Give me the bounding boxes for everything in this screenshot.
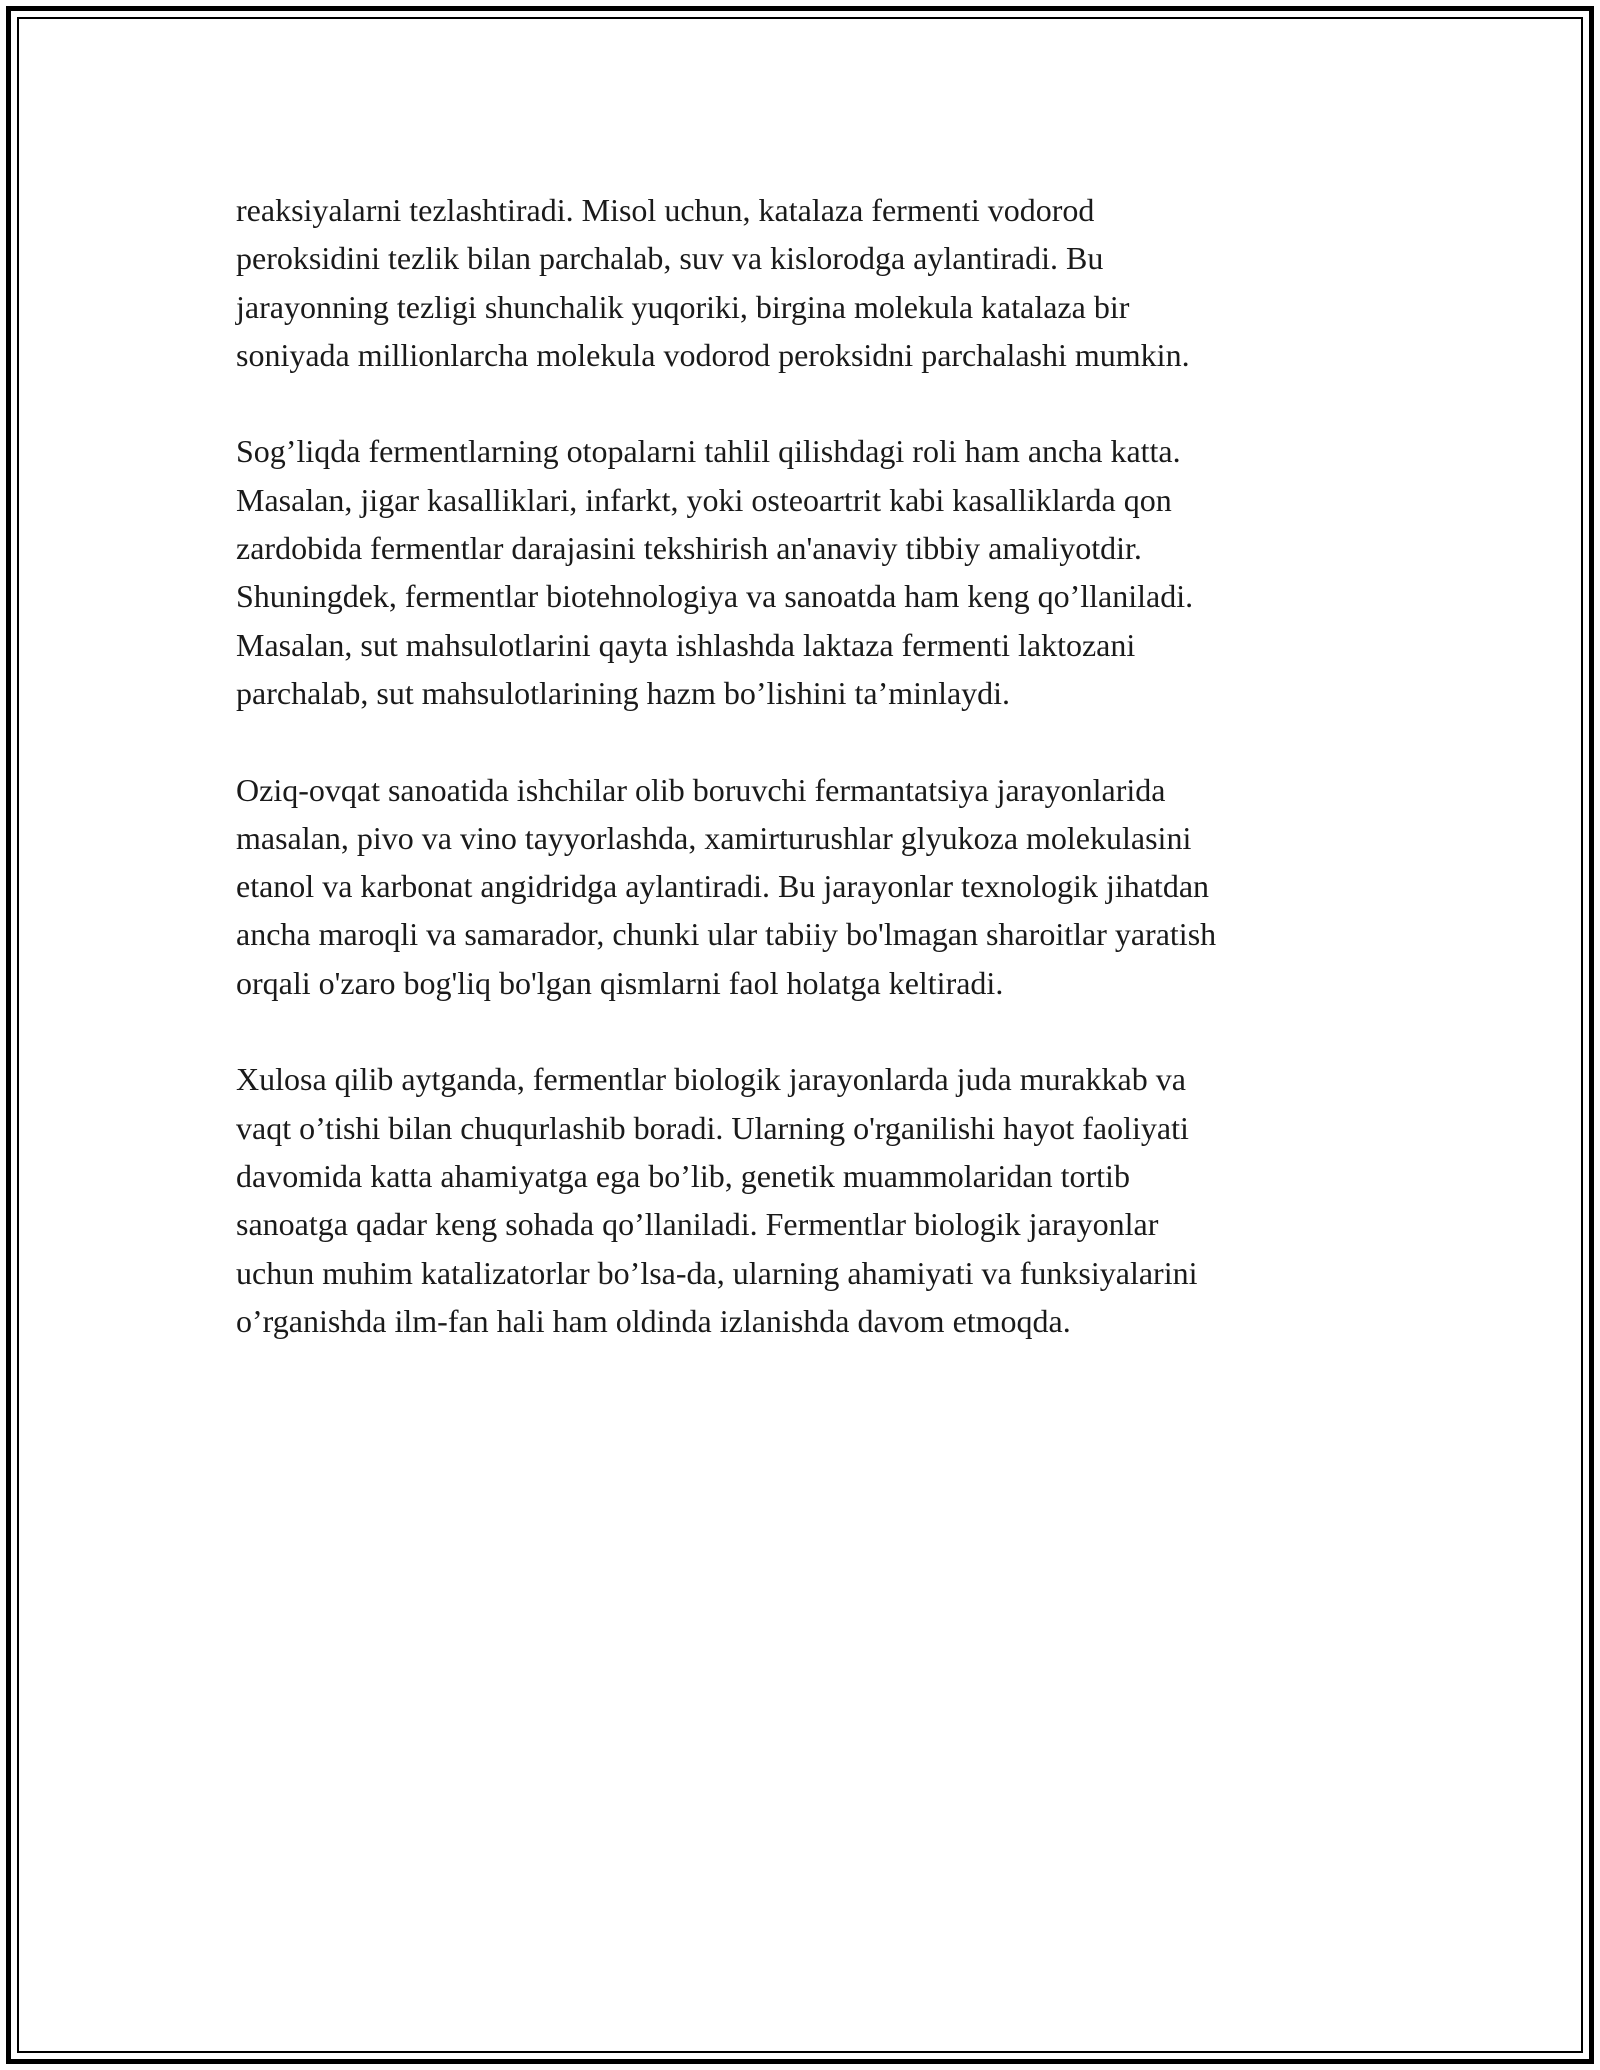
paragraph-4: Xulosa qilib aytganda, fermentlar biologik jarayonlarda juda murakkab va vaqt o’tishi bilan chuqurlashib boradi. Ularning o'rganilishi hayot faoliyati davomida katta ahamiyatga ega bo’lib, genetik muammolaridan tortib sanoatga qadar keng sohada qo’llaniladi. Fermentlar biologik jarayonlar uchun muhim katalizatorlar bo’lsa-da, ularning ahamiyati va funksiyalarini o’rganishda ilm-fan hali ham oldinda izlanishda davom etmoqda.: [236, 1061, 1198, 1339]
paragraph-2: Sog’liqda fermentlarning otopalarni tahlil qilishdagi roli ham ancha katta. Masalan, jigar kasalliklari, infarkt, yoki osteoartrit kabi kasalliklarda qon zardobida fermentlar darajasini tekshirish an'anaviy tibbiy amaliyotdir. Shuningdek, fermentlar biotehnologiya va sanoatda ham keng qo’llaniladi. Masalan, sut mahsulotlarini qayta ishlashda laktaza fermenti laktozani parchalab, sut mahsulotlarining hazm bo’lishini ta’minlaydi.: [236, 433, 1194, 711]
document-body: [236, 186, 1386, 1393]
paragraph-1: reaksiyalarni tezlashtiradi. Misol uchun, katalaza fermenti vodorod peroksidini tezlik bilan parchalab, suv va kislorodga aylantiradi. Bu jarayonning tezligi shunchalik yuqoriki, birgina molekula katalaza bir soniyada millionlarcha molekula vodorod peroksidni parchalashi mumkin.: [236, 192, 1190, 373]
paragraph-3: Oziq-ovqat sanoatida ishchilar olib boruvchi fermantatsiya jarayonlarida masalan, pivo va vino tayyorlashda, xamirturushlar glyukoza molekulasini etanol va karbonat angidridga aylantiradi. Bu jarayonlar texnologik jihatdan ancha maroqli va samarador, chunki ular tabiiy bo'lmagan sharoitlar yaratish orqali o'zaro bog'liq bo'lgan qismlarni faol holatga keltiradi.: [236, 771, 1217, 1001]
